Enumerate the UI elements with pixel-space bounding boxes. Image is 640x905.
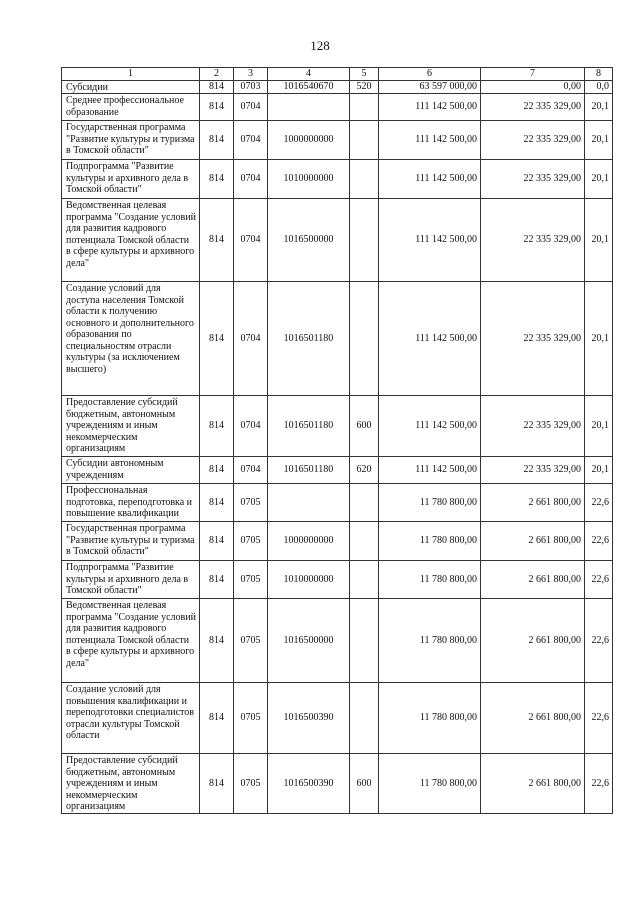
- table-body: [62, 68, 613, 814]
- amount-column-6: 111 142 500,00: [379, 282, 481, 396]
- percent-column-8: 22,6: [585, 599, 613, 683]
- code-column-4: 1010000000: [268, 160, 350, 199]
- code-column-4: 1016501180: [268, 457, 350, 484]
- percent-column-8: 22,6: [585, 484, 613, 522]
- code-column-2: 814: [200, 754, 234, 814]
- percent-column-8: 20,1: [585, 160, 613, 199]
- page-number: 128: [310, 38, 330, 53]
- amount-column-7: 2 661 800,00: [481, 599, 585, 683]
- code-column-2: 814: [200, 94, 234, 121]
- code-column-5: [350, 561, 379, 599]
- code-column-3: 0704: [234, 121, 268, 160]
- row-name: Субсидии: [62, 80, 200, 94]
- code-column-5: [350, 160, 379, 199]
- code-column-4: 1010000000: [268, 561, 350, 599]
- column-header: 7: [481, 68, 585, 81]
- code-column-4: 1016540670: [268, 80, 350, 94]
- code-column-5: 620: [350, 457, 379, 484]
- code-column-2: 814: [200, 121, 234, 160]
- amount-column-7: 2 661 800,00: [481, 484, 585, 522]
- column-header: 8: [585, 68, 613, 81]
- code-column-4: 1016501180: [268, 396, 350, 457]
- code-column-2: 814: [200, 599, 234, 683]
- code-column-2: 814: [200, 522, 234, 561]
- percent-column-8: 22,6: [585, 522, 613, 561]
- amount-column-7: 22 335 329,00: [481, 396, 585, 457]
- amount-column-6: 111 142 500,00: [379, 94, 481, 121]
- code-column-5: [350, 282, 379, 396]
- percent-column-8: 20,1: [585, 94, 613, 121]
- amount-column-6: 11 780 800,00: [379, 561, 481, 599]
- code-column-5: [350, 199, 379, 282]
- code-column-2: 814: [200, 561, 234, 599]
- code-column-5: [350, 94, 379, 121]
- row-name: Профессиональная подготовка, переподготовка и повышение квалификации: [62, 484, 200, 522]
- code-column-4: [268, 484, 350, 522]
- amount-column-7: 22 335 329,00: [481, 121, 585, 160]
- column-header: 2: [200, 68, 234, 81]
- code-column-3: 0704: [234, 94, 268, 121]
- code-column-2: 814: [200, 484, 234, 522]
- code-column-5: [350, 683, 379, 754]
- amount-column-7: 22 335 329,00: [481, 282, 585, 396]
- amount-column-6: 11 780 800,00: [379, 754, 481, 814]
- amount-column-6: 111 142 500,00: [379, 457, 481, 484]
- column-header: 6: [379, 68, 481, 81]
- row-name: Государственная программа "Развитие культуры и туризма в Томской области": [62, 121, 200, 160]
- amount-column-7: 2 661 800,00: [481, 522, 585, 561]
- row-name: Предоставление субсидий бюджетным, автономным учреждениям и иным некоммерческим организациям: [62, 396, 200, 457]
- row-name: Подпрограмма "Развитие культуры и архивного дела в Томской области": [62, 561, 200, 599]
- amount-column-6: 11 780 800,00: [379, 522, 481, 561]
- percent-column-8: 20,1: [585, 396, 613, 457]
- code-column-2: 814: [200, 80, 234, 94]
- code-column-4: 1000000000: [268, 121, 350, 160]
- code-column-2: 814: [200, 683, 234, 754]
- table-row: [62, 561, 613, 599]
- amount-column-6: 63 597 000,00: [379, 80, 481, 94]
- code-column-5: [350, 522, 379, 561]
- code-column-3: 0704: [234, 457, 268, 484]
- code-column-4: 1016500000: [268, 599, 350, 683]
- column-header: 3: [234, 68, 268, 81]
- row-name: Ведомственная целевая программа "Создание условий для развития кадрового потенциала Томской области в сфере культуры и архивного дела": [62, 599, 200, 683]
- percent-column-8: 0,0: [585, 80, 613, 94]
- percent-column-8: 20,1: [585, 121, 613, 160]
- amount-column-7: 22 335 329,00: [481, 457, 585, 484]
- code-column-3: 0704: [234, 396, 268, 457]
- row-name: Государственная программа "Развитие культуры и туризма в Томской области": [62, 522, 200, 561]
- percent-column-8: 20,1: [585, 457, 613, 484]
- code-column-2: 814: [200, 160, 234, 199]
- row-name: Создание условий для повышения квалификации и переподготовки специалистов отрасли культуры Томской области: [62, 683, 200, 754]
- code-column-2: 814: [200, 457, 234, 484]
- table-header-row: [62, 68, 613, 81]
- amount-column-6: 11 780 800,00: [379, 599, 481, 683]
- row-name: Ведомственная целевая программа "Создание условий для развития кадрового потенциала Томской области в сфере культуры и архивного дела": [62, 199, 200, 282]
- amount-column-6: 11 780 800,00: [379, 484, 481, 522]
- amount-column-7: 22 335 329,00: [481, 160, 585, 199]
- amount-column-6: 111 142 500,00: [379, 121, 481, 160]
- amount-column-7: 22 335 329,00: [481, 199, 585, 282]
- table-row: [62, 754, 613, 814]
- code-column-4: 1016501180: [268, 282, 350, 396]
- amount-column-7: 0,00: [481, 80, 585, 94]
- code-column-2: 814: [200, 199, 234, 282]
- table-row: [62, 599, 613, 683]
- code-column-5: 600: [350, 396, 379, 457]
- code-column-3: 0705: [234, 561, 268, 599]
- budget-table: [61, 67, 613, 814]
- table-row: [62, 94, 613, 121]
- table-row: [62, 484, 613, 522]
- amount-column-7: 2 661 800,00: [481, 754, 585, 814]
- amount-column-6: 111 142 500,00: [379, 396, 481, 457]
- table-row: [62, 522, 613, 561]
- code-column-5: 520: [350, 80, 379, 94]
- table-row: [62, 396, 613, 457]
- code-column-5: [350, 484, 379, 522]
- percent-column-8: 20,1: [585, 199, 613, 282]
- column-header: 1: [62, 68, 200, 81]
- code-column-5: [350, 121, 379, 160]
- table-row: [62, 160, 613, 199]
- code-column-3: 0705: [234, 484, 268, 522]
- code-column-3: 0704: [234, 160, 268, 199]
- code-column-5: 600: [350, 754, 379, 814]
- code-column-3: 0705: [234, 754, 268, 814]
- code-column-3: 0704: [234, 199, 268, 282]
- row-name: Среднее профессиональное образование: [62, 94, 200, 121]
- table-row: [62, 121, 613, 160]
- table-row: [62, 683, 613, 754]
- amount-column-6: 11 780 800,00: [379, 683, 481, 754]
- code-column-4: 1000000000: [268, 522, 350, 561]
- code-column-4: 1016500000: [268, 199, 350, 282]
- percent-column-8: 22,6: [585, 683, 613, 754]
- code-column-5: [350, 599, 379, 683]
- code-column-4: [268, 94, 350, 121]
- code-column-4: 1016500390: [268, 683, 350, 754]
- column-header: 4: [268, 68, 350, 81]
- percent-column-8: 22,6: [585, 561, 613, 599]
- row-name: Субсидии автономным учреждениям: [62, 457, 200, 484]
- code-column-3: 0705: [234, 599, 268, 683]
- code-column-2: 814: [200, 282, 234, 396]
- code-column-3: 0705: [234, 522, 268, 561]
- row-name: Подпрограмма "Развитие культуры и архивного дела в Томской области": [62, 160, 200, 199]
- row-name: Создание условий для доступа населения Томской области к получению основного и дополнительного образования по специальностям отрасли культуры (за исключением высшего): [62, 282, 200, 396]
- amount-column-6: 111 142 500,00: [379, 160, 481, 199]
- table-row: [62, 80, 613, 94]
- amount-column-7: 2 661 800,00: [481, 683, 585, 754]
- amount-column-6: 111 142 500,00: [379, 199, 481, 282]
- code-column-3: 0703: [234, 80, 268, 94]
- code-column-3: 0704: [234, 282, 268, 396]
- percent-column-8: 22,6: [585, 754, 613, 814]
- table-row: [62, 282, 613, 396]
- table-row: [62, 199, 613, 282]
- code-column-4: 1016500390: [268, 754, 350, 814]
- code-column-3: 0705: [234, 683, 268, 754]
- row-name: Предоставление субсидий бюджетным, автономным учреждениям и иным некоммерческим организациям: [62, 754, 200, 814]
- amount-column-7: 22 335 329,00: [481, 94, 585, 121]
- amount-column-7: 2 661 800,00: [481, 561, 585, 599]
- column-header: 5: [350, 68, 379, 81]
- code-column-2: 814: [200, 396, 234, 457]
- table-row: [62, 457, 613, 484]
- percent-column-8: 20,1: [585, 282, 613, 396]
